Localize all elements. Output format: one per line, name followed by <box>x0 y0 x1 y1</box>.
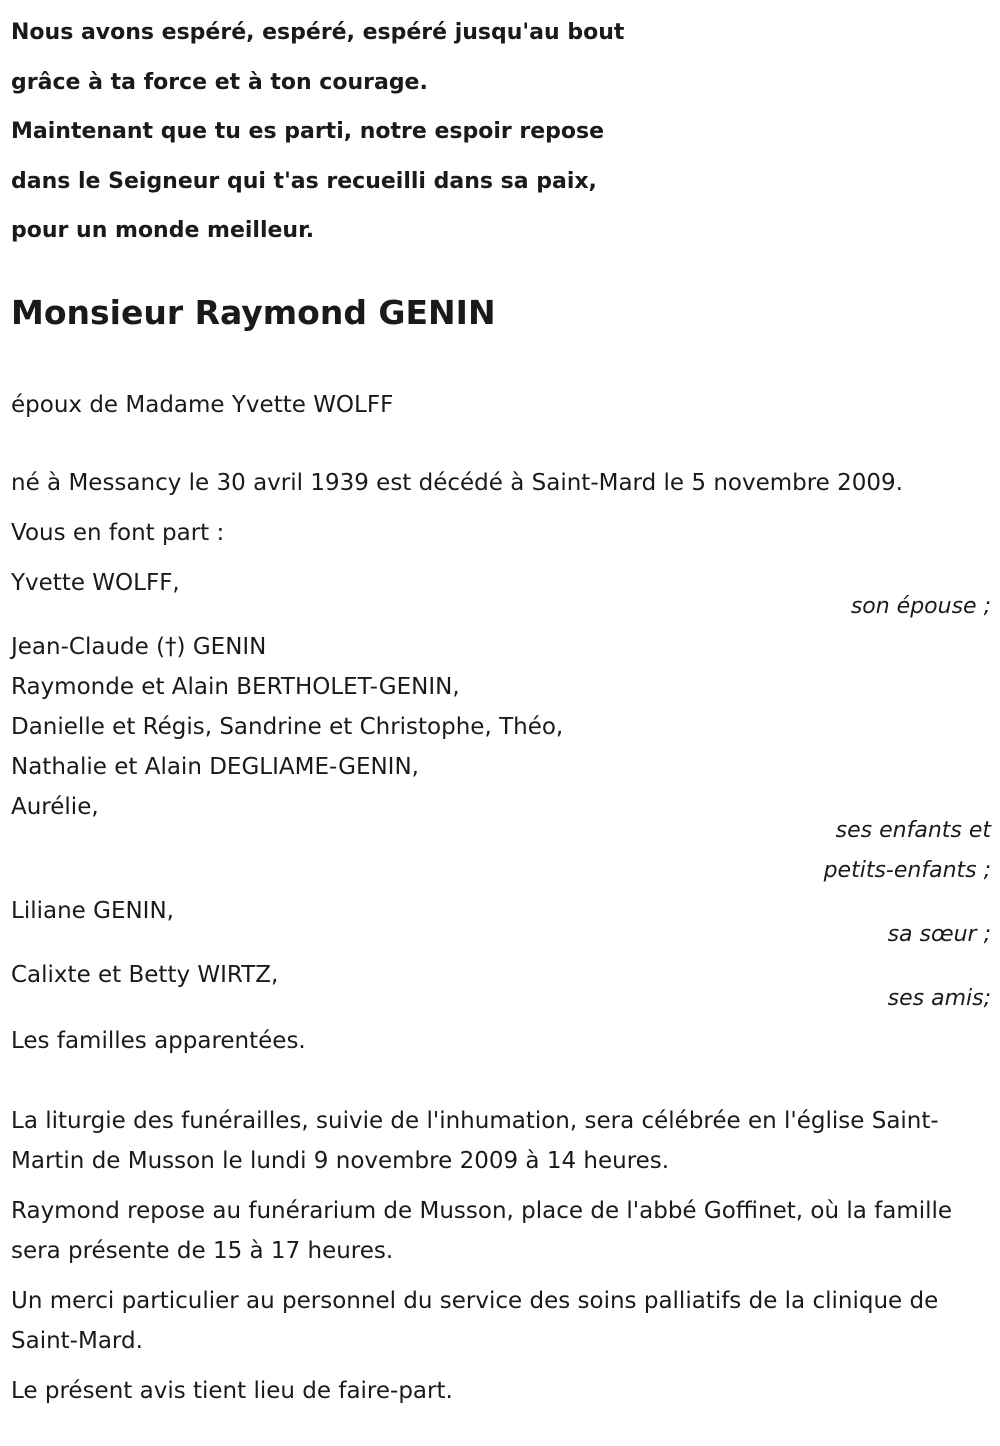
thanks-text: Un merci particulier au personnel du service des soins palliatifs de la clinique de Saint-Mard. <box>11 1287 939 1354</box>
mourner-name: Calixte et Betty WIRTZ, <box>11 961 279 988</box>
mourner-role: ses enfants et <box>835 817 991 843</box>
verse-line: Maintenant que tu es parti, notre espoir repose <box>11 119 605 144</box>
mourner-name: Yvette WOLFF, <box>11 569 180 596</box>
mourner-spouse <box>11 563 991 627</box>
deceased-name: Monsieur Raymond GENIN <box>11 292 496 332</box>
related-families-text: Les familles apparentées. <box>11 1027 306 1054</box>
mourner-name: Raymonde et Alain BERTHOLET-GENIN, <box>11 673 460 700</box>
obituary-notice <box>11 0 991 1411</box>
memorial-verse <box>11 0 991 256</box>
mourner-role: ses amis; <box>887 985 991 1011</box>
announce-text: Vous en font part : <box>11 519 225 546</box>
mourner-name: Aurélie, <box>11 793 99 820</box>
resting-place-text: Raymond repose au funérarium de Musson, place de l'abbé Goffinet, où la famille sera présente de 15 à 17 heures. <box>11 1197 953 1264</box>
mourner-role: petits-enfants ; <box>823 857 991 883</box>
mourner-role: son épouse ; <box>850 593 991 619</box>
birth-death-text: né à Messancy le 30 avril 1939 est décédé à Saint-Mard le 5 novembre 2009. <box>11 469 903 496</box>
mourner-name: Jean-Claude (†) GENIN <box>11 633 267 660</box>
verse-line: dans le Seigneur qui t'as recueilli dans sa paix, <box>11 168 597 194</box>
mourner-role: sa sœur ; <box>887 921 991 947</box>
notice-text: Le présent avis tient lieu de faire-part. <box>11 1377 453 1404</box>
mourner-children <box>11 627 991 891</box>
mourner-friends <box>11 955 991 1019</box>
mourner-name: Nathalie et Alain DEGLIAME-GENIN, <box>11 753 419 780</box>
spouse-of-text: époux de Madame Yvette WOLFF <box>11 391 394 418</box>
verse-line: grâce à ta force et à ton courage. <box>11 69 428 95</box>
verse-line: pour un monde meilleur. <box>11 218 315 243</box>
mourner-name: Liliane GENIN, <box>11 897 174 924</box>
verse-line: Nous avons espéré, espéré, espéré jusqu'au bout <box>11 20 625 45</box>
mourner-name: Danielle et Régis, Sandrine et Christophe, Théo, <box>11 713 564 740</box>
mourner-sister <box>11 891 991 955</box>
funeral-text: La liturgie des funérailles, suivie de l'inhumation, sera célébrée en l'église Saint-Martin de Musson le lundi 9 novembre 2009 à 14 heures. <box>11 1107 939 1174</box>
